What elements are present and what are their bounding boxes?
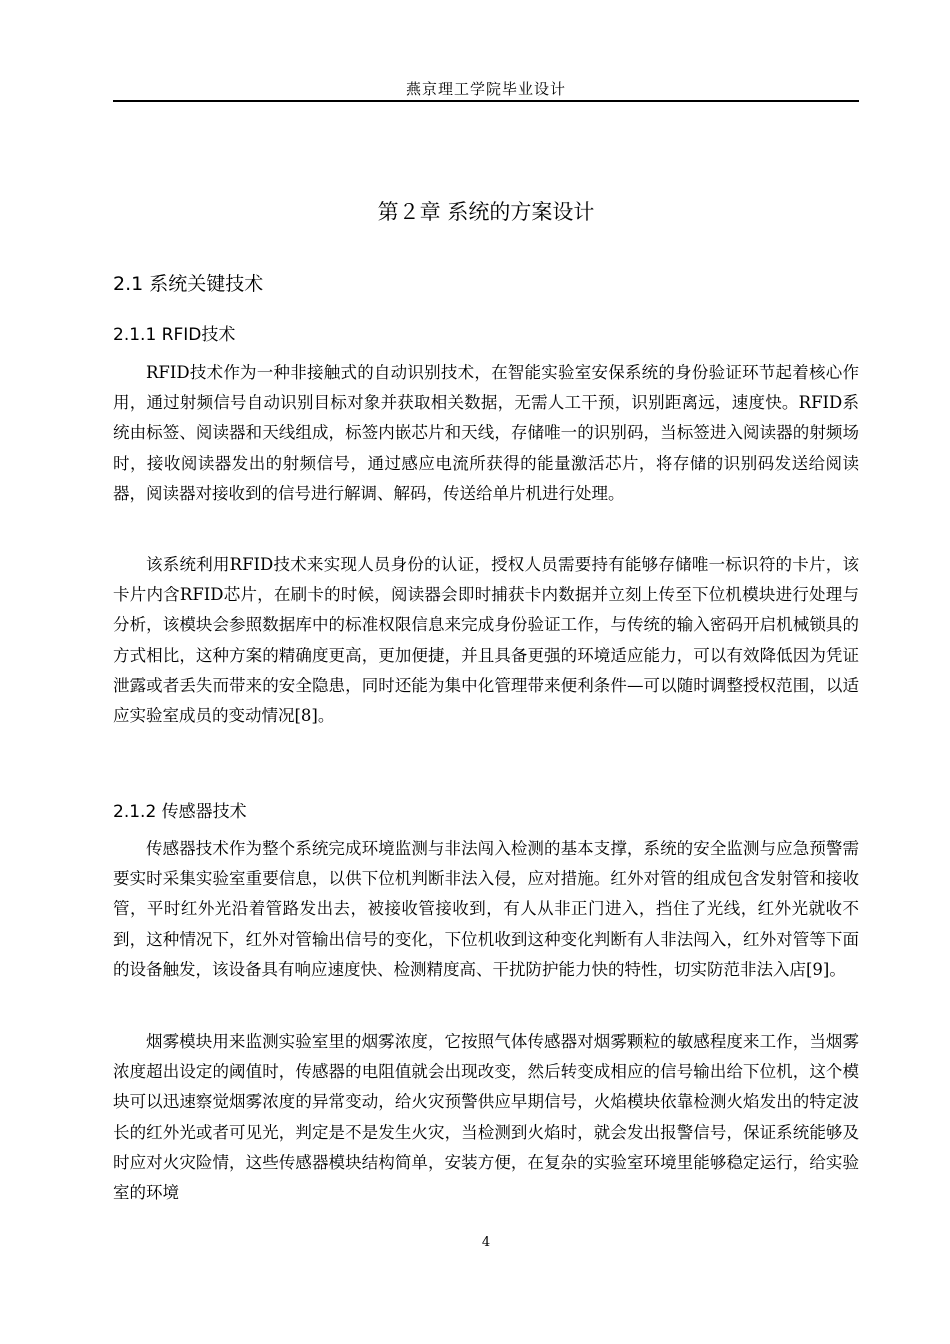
section-heading: 2.1 系统关键技术 xyxy=(113,273,264,295)
page-number: 4 xyxy=(481,1235,491,1250)
subsection-heading-sensor: 2.1.2 传感器技术 xyxy=(113,802,247,822)
body-paragraph: 传感器技术作为整个系统完成环境监测与非法闯入检测的基本支撑，系统的安全监测与应急预警需要实时采集实验室重要信息，以供下位机判断非法入侵，应对措施。红外对管的组成包含发射管和接收管，平时红外光沿着管路发出去，被接收管接收到，有人从非正门进入，挡住了光线，红外光就收不到，这种情况下，红外对管输出信号的变化，下位机收到这种变化判断有人非法闯入，红外对管等下面的设备触发，该设备具有响应速度快、检测精度高、干扰防护能力快的特性，切实防范非法入店[9]。 xyxy=(113,839,859,979)
chapter-title: 第２章 系统的方案设计 xyxy=(377,200,595,224)
header-rule xyxy=(113,100,859,102)
body-paragraph: RFID技术作为一种非接触式的自动识别技术，在智能实验室安保系统的身份验证环节起着核心作用，通过射频信号自动识别目标对象并获取相关数据，无需人工干预，识别距离远，速度快。RFID系统由标签、阅读器和天线组成，标签内嵌芯片和天线，存储唯一的识别码，当标签进入阅读器的射频场时，接收阅读器发出的射频信号，通过感应电流所获得的能量激活芯片，将存储的识别码发送给阅读器，阅读器对接收到的信号进行解调、解码，传送给单片机进行处理。 xyxy=(113,363,859,503)
running-header: 燕京理工学院毕业设计 xyxy=(405,80,566,98)
body-paragraph: 烟雾模块用来监测实验室里的烟雾浓度，它按照气体传感器对烟雾颗粒的敏感程度来工作，当烟雾浓度超出设定的阈值时，传感器的电阻值就会出现改变，然后转变成相应的信号输出给下位机，这个模块可以迅速察觉烟雾浓度的异常变动，给火灾预警供应早期信号，火焰模块依靠检测火焰发出的特定波长的红外光或者可见光，判定是不是发生火灾，当检测到火焰时，就会发出报警信号，保证系统能够及时应对火灾险情，这些传感器模块结构简单，安装方便，在复杂的实验室环境里能够稳定运行，给实验室的环境 xyxy=(113,1032,859,1203)
subsection-heading-rfid: 2.1.1 RFID技术 xyxy=(113,325,236,345)
body-paragraph: 该系统利用RFID技术来实现人员身份的认证，授权人员需要持有能够存储唯一标识符的卡片，该卡片内含RFID芯片，在刷卡的时候，阅读器会即时捕获卡内数据并立刻上传至下位机模块进行处理与分析，该模块会参照数据库中的标准权限信息来完成身份验证工作，与传统的输入密码开启机械锁具的方式相比，这种方案的精确度更高，更加便捷，并且具备更强的环境适应能力，可以有效降低因为凭证泄露或者丢失而带来的安全隐患，同时还能为集中化管理带来便利条件—可以随时调整授权范围，以适应实验室成员的变动情况[8]。 xyxy=(113,555,859,726)
